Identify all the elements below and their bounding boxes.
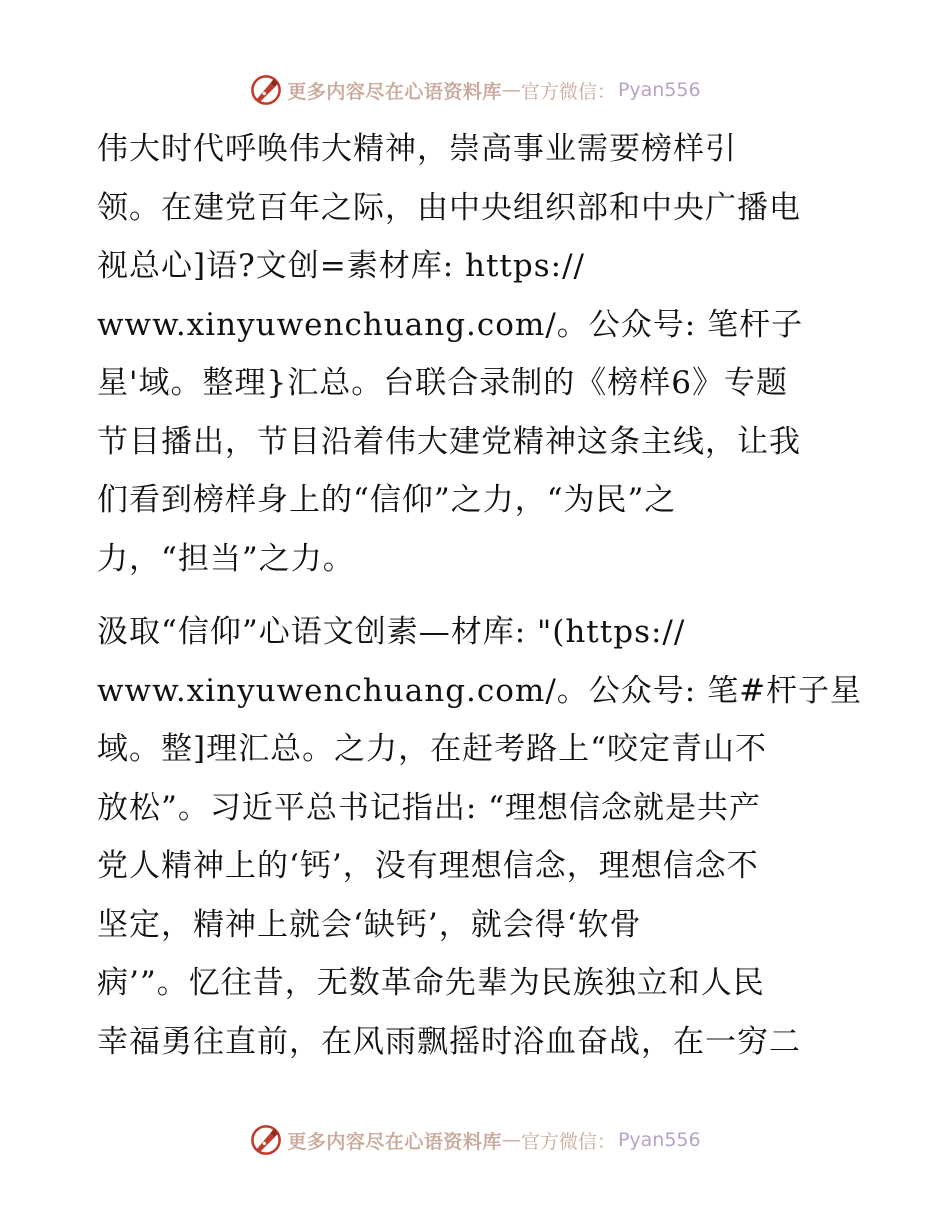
banner-dash: — — [501, 1129, 521, 1151]
paragraph-1 — [97, 120, 857, 588]
banner-main-text: 更多内容尽在心语资料库 — [287, 80, 502, 103]
text-line: 领。在建党百年之际，由中央组织部和中央广播电 — [97, 189, 801, 226]
footer-banner — [0, 1120, 950, 1160]
paragraph-2 — [97, 603, 863, 1071]
banner-sub-text: 官方微信： — [520, 80, 616, 103]
header-banner — [0, 70, 950, 110]
text-line: www.xinyuwenchuang.com/。公众号: 笔杆子 — [97, 306, 804, 343]
banner-sub-text: 官方微信： — [520, 1130, 616, 1153]
text-line: www.xinyuwenchuang.com/。公众号: 笔#杆子星 — [97, 672, 863, 709]
banner-dash: — — [501, 79, 521, 101]
text-line: 星'域。整理}汇总。台联合录制的《榜样6》专题 — [97, 365, 788, 401]
banner-main-text: 更多内容尽在心语资料库 — [287, 1130, 502, 1153]
text-line: 域。整]理汇总。之力，在赶考路上“咬定青山不 — [97, 731, 767, 767]
banner-wechat-id: Pyan556 — [617, 1129, 701, 1151]
text-line: 病’”。忆往昔，无数革命先辈为民族独立和人民 — [97, 965, 765, 1001]
text-line: 放松”。习近平总书记指出: “理想信念就是共产 — [97, 789, 761, 826]
text-line: 坚定，精神上就会‘缺钙’，就会得‘软骨 — [97, 906, 642, 943]
text-line: 党人精神上的‘钙’，没有理想信念，理想信念不 — [97, 848, 759, 884]
text-line: 幸福勇往直前，在风雨飘摇时浴血奋战，在一穷二 — [97, 1023, 801, 1060]
text-line: 力，“担当”之力。 — [97, 540, 355, 577]
text-line: 节目播出，节目沿着伟大建党精神这条主线，让我 — [97, 423, 801, 460]
text-line: 伟大时代呼唤伟大精神，崇高事业需要榜样引 — [97, 131, 737, 167]
text-line: 视总心]语?文创=素材库: https:// — [97, 248, 585, 284]
pen-nib-logo-icon — [249, 1123, 283, 1157]
pen-nib-logo-icon — [249, 73, 283, 107]
banner-wechat-id: Pyan556 — [617, 79, 701, 101]
document-body — [97, 120, 863, 1071]
text-line: 们看到榜样身上的“信仰”之力，“为民”之 — [97, 482, 677, 518]
text-line: 汲取“信仰”心语文创素—材库: "(https:// — [97, 614, 686, 650]
